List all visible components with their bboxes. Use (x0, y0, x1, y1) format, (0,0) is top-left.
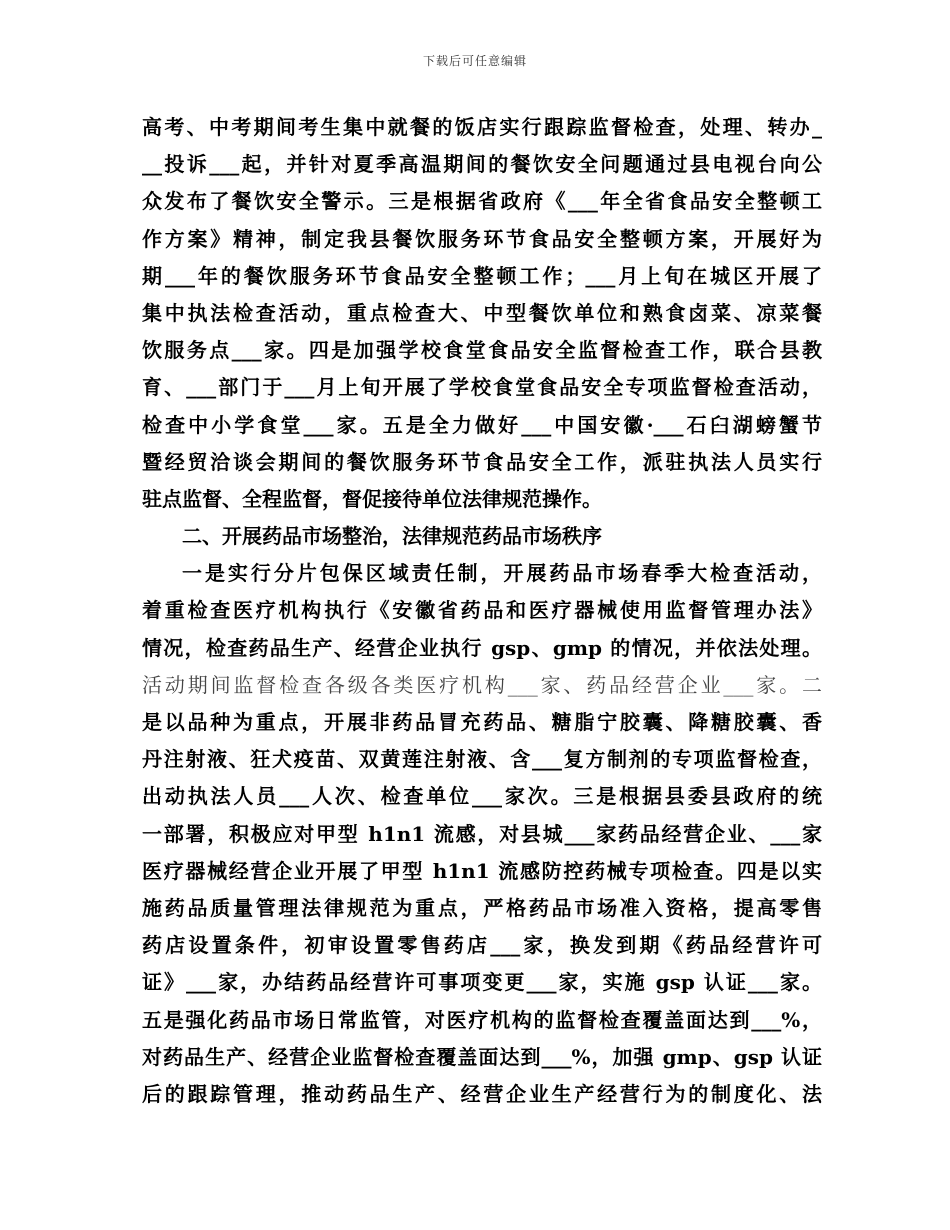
body-line: 育、___部门于___月上旬开展了学校食堂食品安全专项监督检查活动， (142, 375, 822, 400)
body-line: 一是实行分片包保区域责任制，开展药品市场春季大检查活动， (182, 561, 822, 586)
body-line: 一部署，积极应对甲型 h1n1 流感，对县城___家药品经营企业、___家 (142, 821, 822, 846)
body-line: 检查中小学食堂___家。五是全力做好___中国安徽·___石臼湖螃蟹节 (142, 412, 822, 437)
document-body (142, 109, 822, 1113)
body-line: 药店设置条件，初审设置零售药店___家，换发到期《药品经营许可 (142, 933, 822, 958)
body-line: 情况，检查药品生产、经营企业执行 gsp、gmp 的情况，并依法处理。 (142, 635, 822, 660)
body-line: 高考、中考期间考生集中就餐的饭店实行跟踪监督检查，处理、转办_ (142, 115, 822, 139)
body-line: __投诉___起，并针对夏季高温期间的餐饮安全问题通过县电视台向公 (142, 152, 822, 177)
body-line: 是以品种为重点，开展非药品冒充药品、糖脂宁胶囊、降糖胶囊、香 (142, 710, 822, 734)
body-line: 医疗器械经营企业开展了甲型 h1n1 流感防控药械专项检查。四是以实 (142, 858, 822, 883)
page-header-note: 下载后可任意编辑 (422, 54, 527, 68)
body-line: 期___年的餐饮服务环节食品安全整顿工作；___月上旬在城区开展了 (142, 263, 822, 288)
body-line: 证》___家，办结药品经营许可事项变更___家，实施 gsp 认证___家。 (142, 970, 822, 995)
body-line: 作方案》精神，制定我县餐饮服务环节食品安全整顿方案，开展好为 (142, 226, 822, 251)
body-line: 饮服务点___家。四是加强学校食堂食品安全监督检查工作，联合县教 (142, 338, 822, 363)
body-line: 丹注射液、狂犬疫苗、双黄莲注射液、含___复方制剂的专项监督检查， (142, 747, 822, 772)
body-line: 对药品生产、经营企业监督检查覆盖面达到___%，加强 gmp、gsp 认证 (142, 1044, 822, 1069)
body-line: 出动执法人员___人次、检查单位___家次。三是根据县委县政府的统 (142, 784, 822, 809)
body-line: 众发布了餐饮安全警示。三是根据省政府《___年全省食品安全整顿工 (142, 189, 822, 214)
body-line: 驻点监督、全程监督，督促接待单位法律规范操作。 (142, 486, 602, 511)
body-line: 暨经贸洽谈会期间的餐饮服务环节食品安全工作，派驻执法人员实行 (142, 449, 822, 474)
body-line: 五是强化药品市场日常监管，对医疗机构的监督检查覆盖面达到___%， (142, 1007, 822, 1032)
body-line: 后的跟踪管理，推动药品生产、经营企业生产经营行为的制度化、法 (142, 1081, 822, 1106)
section-heading: 二、开展药品市场整治，法律规范药品市场秩序 (182, 524, 602, 549)
body-line: 活动期间监督检查各级各类医疗机构___家、药品经营企业___家。二 (142, 672, 822, 697)
body-line: 集中执法检查活动，重点检查大、中型餐饮单位和熟食卤菜、凉菜餐 (142, 300, 822, 325)
body-line: 施药品质量管理法律规范为重点，严格药品市场准入资格，提高零售 (142, 895, 822, 920)
body-line: 着重检查医疗机构执行《安徽省药品和医疗器械使用监督管理办法》 (142, 598, 822, 623)
